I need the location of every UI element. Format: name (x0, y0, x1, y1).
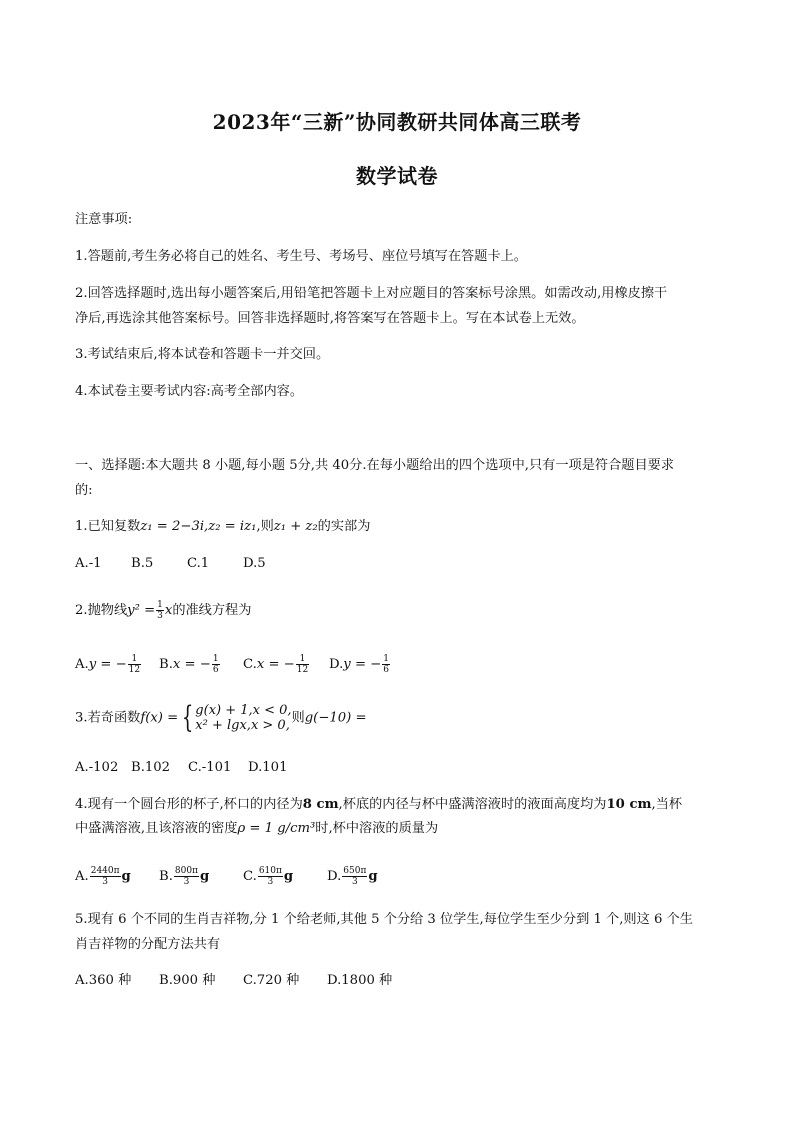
q4-line2-a: 中盛满溶液,且该溶液的密度 (75, 821, 238, 836)
q3-brace: { (182, 700, 194, 735)
q5-option-a: A.360 种 (75, 973, 132, 988)
q2-option-d-num: 1 (383, 654, 389, 664)
q1-end: 的实部为 (317, 519, 371, 534)
q3-option-d: D.101 (248, 760, 288, 775)
notice-heading: 注意事项: (75, 212, 133, 227)
q4-option-d-den: 3 (351, 877, 358, 887)
q1-option-a: A.-1 (75, 556, 102, 571)
q4-option-b-unit: g (199, 869, 210, 884)
q4-option-d-num: 650π (343, 866, 367, 876)
q4-option-b (159, 866, 243, 887)
q4-option-d-label: D. (327, 869, 342, 884)
q2-end: 的准线方程为 (172, 603, 252, 618)
q4-option-c (243, 866, 327, 887)
q2-option-c-fraction (296, 654, 309, 675)
q2-option-c-num: 1 (296, 654, 309, 665)
q3-mid: 则 (291, 710, 305, 726)
question-1-options (75, 556, 725, 572)
question-3-options (75, 760, 725, 776)
q2-option-b-num: 1 (212, 654, 219, 664)
q1-option-d: D.5 (243, 556, 266, 571)
q4-val3: ρ = 1 g/cm³ (237, 821, 316, 836)
q4-option-c-unit: g (283, 869, 294, 884)
q4-option-b-num: 800π (174, 866, 198, 876)
notice-item-2-line-1: 2.回答选择题时,选出每小题答案后,用铅笔把答题卡上对应题目的答案标号涂黑。如需改动,用橡皮擦干 (75, 286, 668, 301)
q4-option-d-unit: g (368, 869, 378, 884)
question-4-line-1 (75, 797, 725, 813)
q3-lhs: f(x) = (140, 710, 179, 726)
q2-option-a-num: 1 (128, 654, 141, 665)
q2-option-c (243, 654, 329, 675)
q4-option-c-num: 610π (258, 866, 282, 876)
question-4-line-2 (75, 821, 725, 837)
q3-expr: g(−10) = (304, 710, 367, 726)
q4-line1-b: ,杯底的内径与杯中盛满溶液时的液面高度均为 (338, 797, 607, 812)
exam-title: 2023年“三新”协同教研共同体高三联考 (212, 110, 582, 134)
q5-option-d: D.1800 种 (327, 973, 393, 988)
q2-option-b-label: B. (159, 657, 173, 672)
q4-option-a-den: 3 (102, 877, 108, 887)
q4-option-a-unit: g (121, 869, 131, 884)
q5-option-c: C.720 种 (243, 973, 300, 988)
q4-option-a-label: A. (75, 869, 89, 884)
q2-lhs: y² = (127, 603, 156, 618)
q2-option-a-den: 12 (128, 665, 141, 675)
q2-option-a (75, 654, 159, 675)
q2-option-a-label: A. (75, 657, 89, 672)
q1-expr: z₁ = 2−3i,z₂ = iz₁ (140, 519, 257, 534)
q2-option-d (329, 654, 391, 675)
q4-option-c-label: C. (243, 869, 257, 884)
question-5-options (75, 973, 725, 989)
q2-prefix: 2.抛物线 (75, 603, 128, 618)
q2-option-d-label: D. (329, 657, 344, 672)
notice-item-1: 1.答题前,考生务必将自己的姓名、考生号、考场号、座位号填写在答题卡上。 (75, 249, 527, 264)
q4-option-d-fraction (342, 866, 367, 887)
q2-option-d-den: 6 (383, 665, 389, 675)
q2-fraction-den: 3 (157, 611, 163, 621)
q3-case-1: g(x) + 1,x < 0, (195, 703, 292, 718)
q2-option-d-fraction (382, 654, 390, 675)
q4-option-a-fraction (90, 866, 121, 887)
q2-var: x (164, 603, 173, 618)
q3-cases (195, 703, 291, 733)
q5-option-b: B.900 种 (159, 973, 216, 988)
q2-option-a-fraction (128, 654, 141, 675)
q3-option-b: B.102 (131, 760, 171, 775)
question-2 (75, 600, 725, 621)
q1-option-c: C.1 (187, 556, 210, 571)
q1-option-b: B.5 (131, 556, 154, 571)
notice-item-2-line-2: 净后,再选涂其他答案标号。回答非选择题时,将答案写在答题卡上。写在本试卷上无效。 (75, 311, 585, 326)
question-3 (75, 700, 725, 735)
q2-option-b-lhs: x = − (172, 657, 211, 672)
section-1-instructions-line-2: 的: (75, 483, 93, 498)
q4-val2: 10 cm (606, 797, 652, 812)
q2-option-b-den: 6 (212, 665, 219, 675)
q2-option-b-fraction (212, 654, 220, 675)
q3-option-a: A.-102 (75, 760, 119, 775)
q2-fraction (156, 600, 164, 621)
question-5-line-1: 5.现有 6 个不同的生肖吉祥物,分 1 个给老师,其他 5 个分给 3 位学生,每位学生至少分到 1 个,则这 6 个生 (75, 912, 693, 927)
q4-option-a (75, 866, 159, 887)
q2-option-b (159, 654, 243, 675)
q2-option-d-lhs: y = − (343, 657, 382, 672)
q2-option-c-label: C. (243, 657, 257, 672)
q4-option-c-fraction (258, 866, 283, 887)
q4-line2-b: 时,杯中溶液的质量为 (315, 821, 439, 836)
q4-option-b-label: B. (159, 869, 173, 884)
q3-case-2: x² + lgx,x > 0, (195, 718, 290, 733)
q4-option-b-den: 3 (183, 877, 190, 887)
q2-fraction-num: 1 (157, 600, 163, 610)
q4-line1-a: 4.现有一个圆台形的杯子,杯口的内径为 (75, 797, 303, 812)
question-2-options (75, 654, 725, 675)
q1-expr2: z₁ + z₂ (273, 519, 318, 534)
question-1 (75, 519, 725, 535)
notice-item-4: 4.本试卷主要考试内容:高考全部内容。 (75, 384, 304, 399)
q2-option-c-den: 12 (296, 665, 309, 675)
q3-option-c: C.-101 (188, 760, 232, 775)
notice-item-3: 3.考试结束后,将本试卷和答题卡一并交回。 (75, 347, 330, 362)
q2-option-a-lhs: y = − (88, 657, 127, 672)
section-1-instructions-line-1: 一、选择题:本大题共 8 小题,每小题 5分,共 40分.在每小题给出的四个选项中,只有一项是符合题目要求 (75, 458, 675, 473)
q1-suffix: ,则 (256, 519, 274, 534)
q4-val1: 8 cm (302, 797, 339, 812)
q3-prefix: 3.若奇函数 (75, 710, 141, 726)
exam-subject: 数学试卷 (356, 164, 438, 188)
q4-option-c-den: 3 (267, 877, 274, 887)
q1-prefix: 1.已知复数 (75, 519, 141, 534)
q2-option-c-lhs: x = − (256, 657, 295, 672)
q4-line1-c: ,当杯 (651, 797, 683, 812)
question-5-line-2: 肖吉祥物的分配方法共有 (75, 937, 221, 952)
q4-option-d (327, 866, 378, 887)
question-4-options (75, 866, 725, 887)
q4-option-b-fraction (174, 866, 199, 887)
q4-option-a-num: 2440π (90, 866, 120, 876)
